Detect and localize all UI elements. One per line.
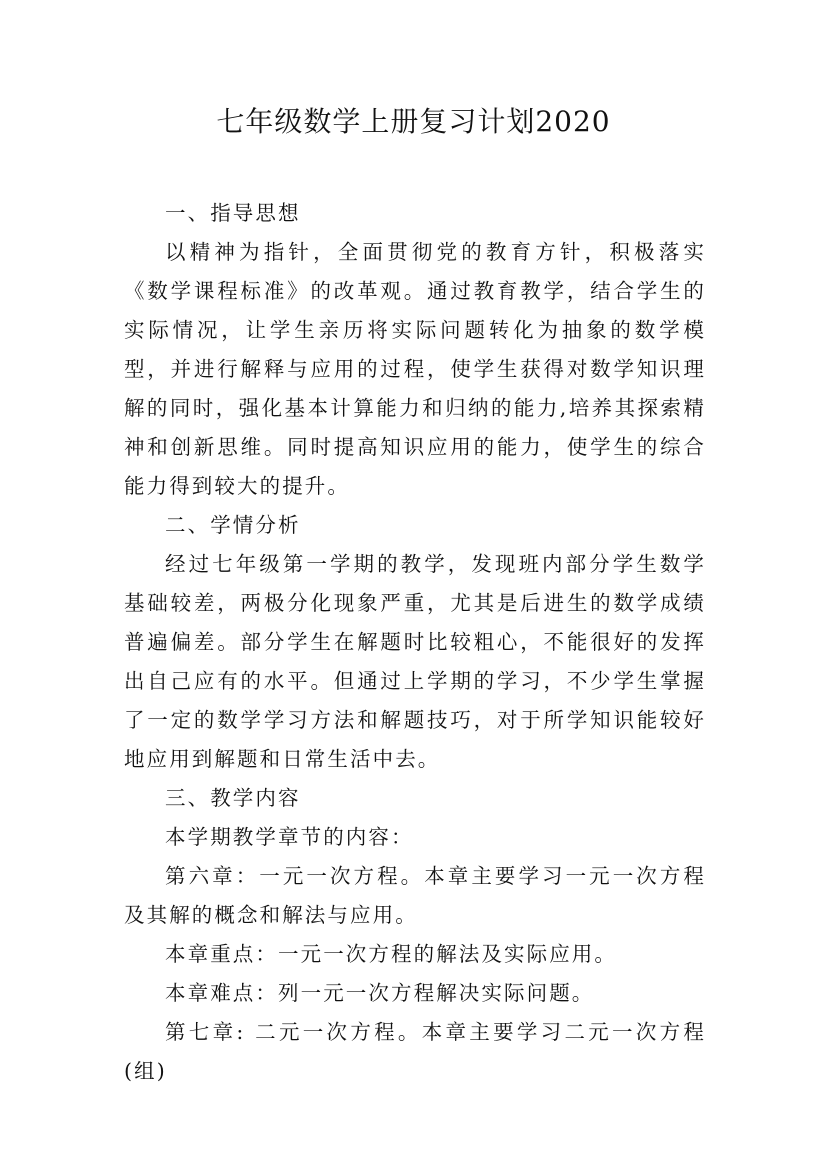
paragraph-chapter-intro: 本学期教学章节的内容： <box>165 825 414 849</box>
paragraph-chapter-six: 第六章：一元一次方程。本章主要学习一元一次方程及其解的概念和解法与应用。 <box>124 864 706 927</box>
paragraph-guiding-ideology: 以精神为指针，全面贯彻党的教育方针，积极落实《数学课程标准》的改革观。通过教育教学，结合学生的实际情况，让学生亲历将实际问题转化为抽象的数学模型，并进行解释与应用的过程，使学生获得对数学知识理解的同时，强化基本计算能力和归纳的能力,培养其探索精神和创新思维。同时提高知识应用的能力，使学生的综合能力得到较大的提升。 <box>124 240 706 498</box>
document-body <box>124 194 706 1091</box>
paragraph-chapter-six-key: 本章重点：一元一次方程的解法及实际应用。 <box>165 942 617 966</box>
paragraph-chapter-six-difficulty: 本章难点：列一元一次方程解决实际问题。 <box>165 981 595 1005</box>
heading-student-analysis: 二、学情分析 <box>165 513 301 537</box>
paragraph-student-analysis: 经过七年级第一学期的教学，发现班内部分学生数学基础较差，两极分化现象严重，尤其是后进生的数学成绩普遍偏差。部分学生在解题时比较粗心，不能很好的发挥出自己应有的水平。但通过上学期的学习，不少学生掌握了一定的数学学习方法和解题技巧，对于所学知识能较好地应用到解题和日常生活中去。 <box>124 552 706 771</box>
heading-guiding-ideology: 一、指导思想 <box>165 201 301 225</box>
heading-teaching-content: 三、教学内容 <box>165 786 301 810</box>
document-title: 七年级数学上册复习计划2020 <box>216 105 611 138</box>
paragraph-chapter-seven: 第七章: 二元一次方程。本章主要学习二元一次方程(组) <box>124 1020 706 1083</box>
